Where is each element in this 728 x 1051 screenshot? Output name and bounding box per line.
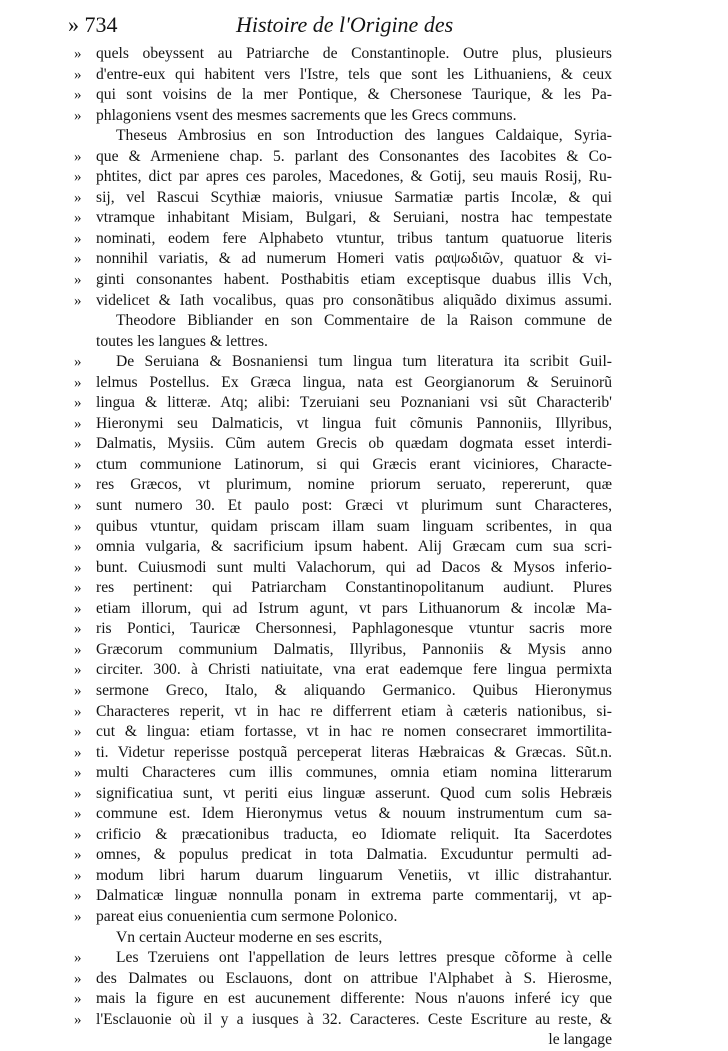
text-line xyxy=(74,352,612,373)
quotation-marker: » xyxy=(74,682,82,699)
text-line xyxy=(74,167,612,188)
text-line xyxy=(74,455,612,476)
line-text: vtramque inhabitant Misiam, Bulgari, & Seruiani, nostra hac tempestate xyxy=(96,209,612,227)
line-text: ti. Videtur reperisse postquã perceperat literas Hæbraicas & Græcas. Sũt.n. xyxy=(96,743,612,761)
text-line xyxy=(74,681,612,702)
quotation-marker: » xyxy=(74,230,82,247)
quotation-marker: » xyxy=(74,374,82,391)
text-line xyxy=(96,928,612,949)
line-text: De Seruiana & Bosnaniensi tum lingua tum literatura ita scribit Guil- xyxy=(116,353,612,371)
line-text: ginti consonantes habent. Posthabitis etiam exceptisque duabus illis Vch, xyxy=(96,271,612,289)
quotation-marker: » xyxy=(74,600,82,617)
line-text: Hieronymi seu Dalmaticis, vt lingua fuit cõmunis Pannoniis, Illyribus, xyxy=(96,414,612,432)
text-line xyxy=(74,249,612,270)
text-line xyxy=(74,866,612,887)
quotation-marker: » xyxy=(74,415,82,432)
line-text: Theseus Ambrosius en son Introduction des langues Caldaique, Syria- xyxy=(116,127,612,145)
line-text: qui sont voisins de la mer Pontique, & Chersonese Taurique, & les Pa- xyxy=(96,86,612,104)
text-line xyxy=(74,106,612,127)
text-line xyxy=(74,414,612,435)
line-text: Characteres reperit, vt in hac re differrent etiam à cæteris nationibus, si- xyxy=(96,702,612,720)
line-text: le langage xyxy=(548,1031,612,1049)
line-text: lingua & litteræ. Atq; alibi: Tzeruiani seu Poznaniani vsi sũt Characterib' xyxy=(96,394,612,412)
quotation-marker: » xyxy=(74,498,82,515)
line-text: commune est. Idem Hieronymus vetus & nouum instrumentum cum sa- xyxy=(96,805,612,823)
quotation-marker: » xyxy=(74,1011,82,1028)
quotation-marker: » xyxy=(74,148,82,165)
text-line xyxy=(74,660,612,681)
line-text: mais la figure en est aucunement differente: Nous n'auons inferé icy que xyxy=(96,990,612,1008)
quotation-marker: » xyxy=(74,785,82,802)
line-text: res Græcos, vt plurimum, nomine priorum seruato, repererunt, quæ xyxy=(96,476,612,494)
quotation-marker: » xyxy=(74,662,82,679)
quotation-marker: » xyxy=(74,744,82,761)
text-line xyxy=(74,291,612,312)
quotation-marker: » xyxy=(74,539,82,556)
line-text: ris Pontici, Tauricæ Chersonnesi, Paphlagonesque vtuntur sacris more xyxy=(96,620,612,638)
line-text: crificio & præcationibus traducta, eo Idiomate reliquit. Ita Sacerdotes xyxy=(96,825,612,843)
text-line xyxy=(74,948,612,969)
text-line xyxy=(74,229,612,250)
text-line xyxy=(74,619,612,640)
line-text: significatiua sunt, vt periti eius linguæ asserunt. Quod cum solis Hebræis xyxy=(96,784,612,802)
quotation-marker: » xyxy=(74,703,82,720)
text-line xyxy=(74,907,612,928)
text-line xyxy=(74,208,612,229)
quotation-marker: » xyxy=(74,621,82,638)
line-text: lelmus Postellus. Ex Græca lingua, nata est Georgianorum & Seruinorũ xyxy=(96,373,612,391)
line-text: Theodore Bibliander en son Commentaire de la Raison commune de xyxy=(116,312,612,330)
line-text: etiam illorum, qui ad Istrum agunt, vt pars Lithuanorum & incolæ Ma- xyxy=(96,599,612,617)
line-text: Les Tzeruiens ont l'appellation de leurs lettres presque cõforme à celle xyxy=(116,949,612,967)
line-text: bunt. Cuiusmodi sunt multi Valachorum, qui ad Dacos & Mysos inferio- xyxy=(96,558,612,576)
page-number: » 734 xyxy=(68,12,118,37)
text-line xyxy=(74,65,612,86)
line-text: res pertinent: qui Patriarcham Constantinopolitanum audiunt. Plures xyxy=(96,579,612,597)
text-line xyxy=(96,1030,612,1051)
quotation-marker: » xyxy=(74,272,82,289)
line-text: Vn certain Aucteur moderne en ses escrits, xyxy=(116,928,383,946)
page-header xyxy=(68,10,628,40)
line-text: omnia vulgaria, & sacrificium ipsum habent. Alij Græcam cum sua scri- xyxy=(96,538,612,556)
line-text: omnes, & populus predicat in tota Dalmatia. Excuduntur permulti ad- xyxy=(96,846,612,864)
quotation-marker: » xyxy=(74,826,82,843)
text-line xyxy=(74,845,612,866)
line-text: pareat eius conuenientia cum sermone Polonico. xyxy=(96,907,398,925)
line-text: des Dalmates ou Esclauons, dont on attribue l'Alphabet à S. Hierosme, xyxy=(96,969,612,987)
quotation-marker: » xyxy=(74,847,82,864)
quotation-marker: » xyxy=(74,806,82,823)
quotation-marker: » xyxy=(74,66,82,83)
text-line xyxy=(74,763,612,784)
line-text: Græcorum communium Dalmatis, Illyribus, Pannoniis & Mysis anno xyxy=(96,640,612,658)
line-text: nominati, eodem fere Alphabeto vtuntur, tribus tantum quatuorue literis xyxy=(96,229,612,247)
line-text: phtites, dict par apres ces paroles, Macedones, & Gotij, seu mauis Rosij, Ru- xyxy=(96,168,612,186)
text-line xyxy=(74,784,612,805)
line-text: sunt numero 30. Et paulo post: Græci vt plurimum sunt Characteres, xyxy=(96,497,612,515)
quotation-marker: » xyxy=(74,46,82,62)
line-text: d'entre-eux qui habitent vers l'Istre, tels que sont les Lithuaniens, & ceux xyxy=(96,65,612,83)
text-line xyxy=(74,85,612,106)
text-line xyxy=(74,640,612,661)
quotation-marker: » xyxy=(74,477,82,494)
quotation-marker: » xyxy=(74,970,82,987)
text-line xyxy=(74,804,612,825)
text-line xyxy=(74,578,612,599)
line-text: phlagoniens vsent des mesmes sacrements que les Grecs communs. xyxy=(96,106,517,124)
line-text: ctum communione Latinorum, si qui Græcis erant viciniores, Characte- xyxy=(96,455,612,473)
line-text: multi Characteres cum illis communes, omnia etiam nomina litterarum xyxy=(96,764,612,782)
text-line xyxy=(74,558,612,579)
quotation-marker: » xyxy=(74,251,82,268)
text-line xyxy=(74,886,612,907)
text-line xyxy=(74,496,612,517)
text-line xyxy=(74,969,612,990)
quotation-marker: » xyxy=(74,436,82,453)
text-line xyxy=(74,989,612,1010)
quotation-marker: » xyxy=(74,456,82,473)
quotation-marker: » xyxy=(74,908,82,925)
quotation-marker: » xyxy=(74,354,82,371)
text-line xyxy=(74,270,612,291)
text-line xyxy=(74,475,612,496)
text-line xyxy=(74,537,612,558)
text-line xyxy=(96,332,612,353)
text-line xyxy=(96,126,612,147)
text-line xyxy=(74,702,612,723)
quotation-marker: » xyxy=(74,950,82,967)
text-line xyxy=(74,743,612,764)
line-text: toutes les langues & lettres. xyxy=(96,332,268,350)
line-text: l'Esclauonie où il y a iusques à 32. Caracteres. Ceste Escriture au reste, & xyxy=(96,1010,612,1028)
line-text: quibus vtuntur, quidam priscam illam suam linguam scribentes, in qua xyxy=(96,517,612,535)
text-line xyxy=(74,434,612,455)
text-line xyxy=(74,147,612,168)
text-line xyxy=(74,517,612,538)
text-line xyxy=(74,373,612,394)
line-text: nonnihil variatis, & ad numerum Homeri vatis ραψωδιῶν, quatuor & vi- xyxy=(96,250,612,268)
quotation-marker: » xyxy=(74,580,82,597)
quotation-marker: » xyxy=(74,991,82,1008)
quotation-marker: » xyxy=(74,395,82,412)
line-text: circiter. 300. à Christi natiuitate, vna erat eademque fere lingua permixta xyxy=(96,661,612,679)
quotation-marker: » xyxy=(74,107,82,124)
quotation-marker: » xyxy=(74,189,82,206)
text-line xyxy=(74,722,612,743)
quotation-marker: » xyxy=(74,87,82,104)
line-text: sermone Greco, Italo, & aliquando Germanico. Quibus Hieronymus xyxy=(96,681,612,699)
line-text: que & Armeniene chap. 5. parlant des Consonantes des Iacobites & Co- xyxy=(96,147,612,165)
text-line xyxy=(74,1010,612,1031)
line-text: cut & lingua: etiam fortasse, vt in hac re nomen consecraret immortilita- xyxy=(96,723,612,741)
line-text: Dalmatis, Mysiis. Cũm autem Grecis ob quædam dogmata esset interdi- xyxy=(96,435,612,453)
quotation-marker: » xyxy=(74,888,82,905)
line-text: modum libri harum duarum linguarum Venetiis, vt illic distrahantur. xyxy=(96,866,612,884)
line-text: sij, vel Rascui Scythiæ maioris, vniusue Sarmatiæ partis Incolæ, & qui xyxy=(96,188,612,206)
quotation-marker: » xyxy=(74,210,82,227)
line-text: quels obeyssent au Patriarche de Constantinople. Outre plus, plusieurs xyxy=(96,45,612,62)
quotation-marker: » xyxy=(74,292,82,309)
line-text: videlicet & Iath vocalibus, quas pro consonãtibus aliquãdo diximus assumi. xyxy=(96,291,612,309)
body-text xyxy=(74,44,612,1051)
text-line xyxy=(74,44,612,65)
text-line xyxy=(74,188,612,209)
text-line xyxy=(74,393,612,414)
quotation-marker: » xyxy=(74,724,82,741)
quotation-marker: » xyxy=(74,765,82,782)
quotation-marker: » xyxy=(74,169,82,186)
line-text: Dalmaticæ linguæ nonnulla ponam in extrema parte commentarij, vt ap- xyxy=(96,887,612,905)
quotation-marker: » xyxy=(74,559,82,576)
quotation-marker: » xyxy=(74,867,82,884)
quotation-marker: » xyxy=(74,518,82,535)
text-line xyxy=(74,599,612,620)
text-line xyxy=(74,825,612,846)
quotation-marker: » xyxy=(74,641,82,658)
running-title: Histoire de l'Origine des xyxy=(236,12,454,37)
text-line xyxy=(96,311,612,332)
